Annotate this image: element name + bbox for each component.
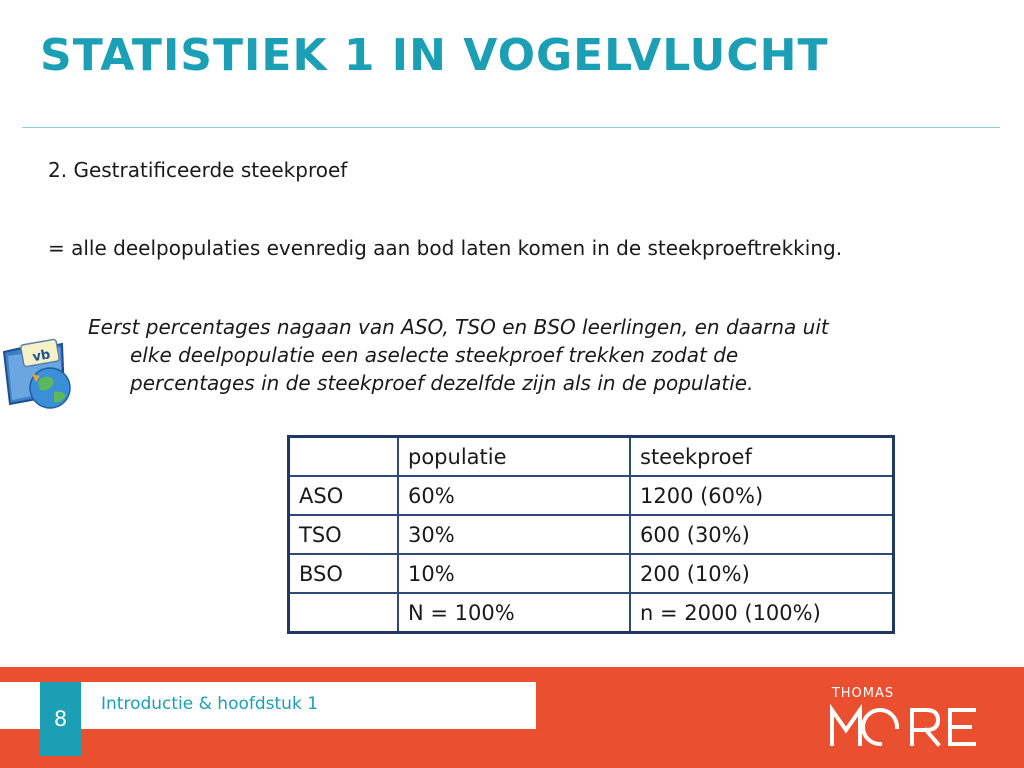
section-heading: 2. Gestratificeerde steekproef xyxy=(48,158,348,182)
logo-top-text: THOMAS xyxy=(831,686,895,701)
table-cell: BSO xyxy=(289,554,399,593)
table-header-cell: populatie xyxy=(398,437,630,477)
table-cell: ASO xyxy=(289,476,399,515)
table-cell: TSO xyxy=(289,515,399,554)
explanation-paragraph xyxy=(88,313,948,397)
table-cell: 30% xyxy=(398,515,630,554)
table-cell: 10% xyxy=(398,554,630,593)
slide-title: STATISTIEK 1 IN VOGELVLUCHT xyxy=(40,30,829,81)
page-number: 8 xyxy=(40,682,81,756)
stratified-sample-table xyxy=(287,435,895,634)
table-cell: 60% xyxy=(398,476,630,515)
table-cell: N = 100% xyxy=(398,593,630,633)
table-header-cell: steekproef xyxy=(630,437,894,477)
title-divider xyxy=(22,127,1000,128)
table-row xyxy=(289,593,894,633)
logo-more-wordmark xyxy=(828,704,978,748)
thomas-more-logo xyxy=(828,686,978,748)
table-row xyxy=(289,515,894,554)
footer-caption: Introductie & hoofdstuk 1 xyxy=(101,694,319,714)
table-cell: 200 (10%) xyxy=(630,554,894,593)
definition-text: = alle deelpopulaties evenredig aan bod laten komen in de steekproeftrekking. xyxy=(48,236,843,260)
example-folder-globe-icon xyxy=(0,334,78,410)
example-icon-label: vb xyxy=(31,347,52,366)
table-row xyxy=(289,476,894,515)
table-header-cell xyxy=(289,437,399,477)
table-cell: 600 (30%) xyxy=(630,515,894,554)
explanation-line-3: percentages in de steekproef dezelfde zijn als in de populatie. xyxy=(130,371,754,395)
table-cell: n = 2000 (100%) xyxy=(630,593,894,633)
explanation-line-2: elke deelpopulatie een aselecte steekproef trekken zodat de xyxy=(130,343,739,367)
table-header-row xyxy=(289,437,894,477)
table-cell xyxy=(289,593,399,633)
table-cell: 1200 (60%) xyxy=(630,476,894,515)
table-row xyxy=(289,554,894,593)
explanation-line-1: Eerst percentages nagaan van ASO, TSO en BSO leerlingen, en daarna uit xyxy=(88,315,829,339)
